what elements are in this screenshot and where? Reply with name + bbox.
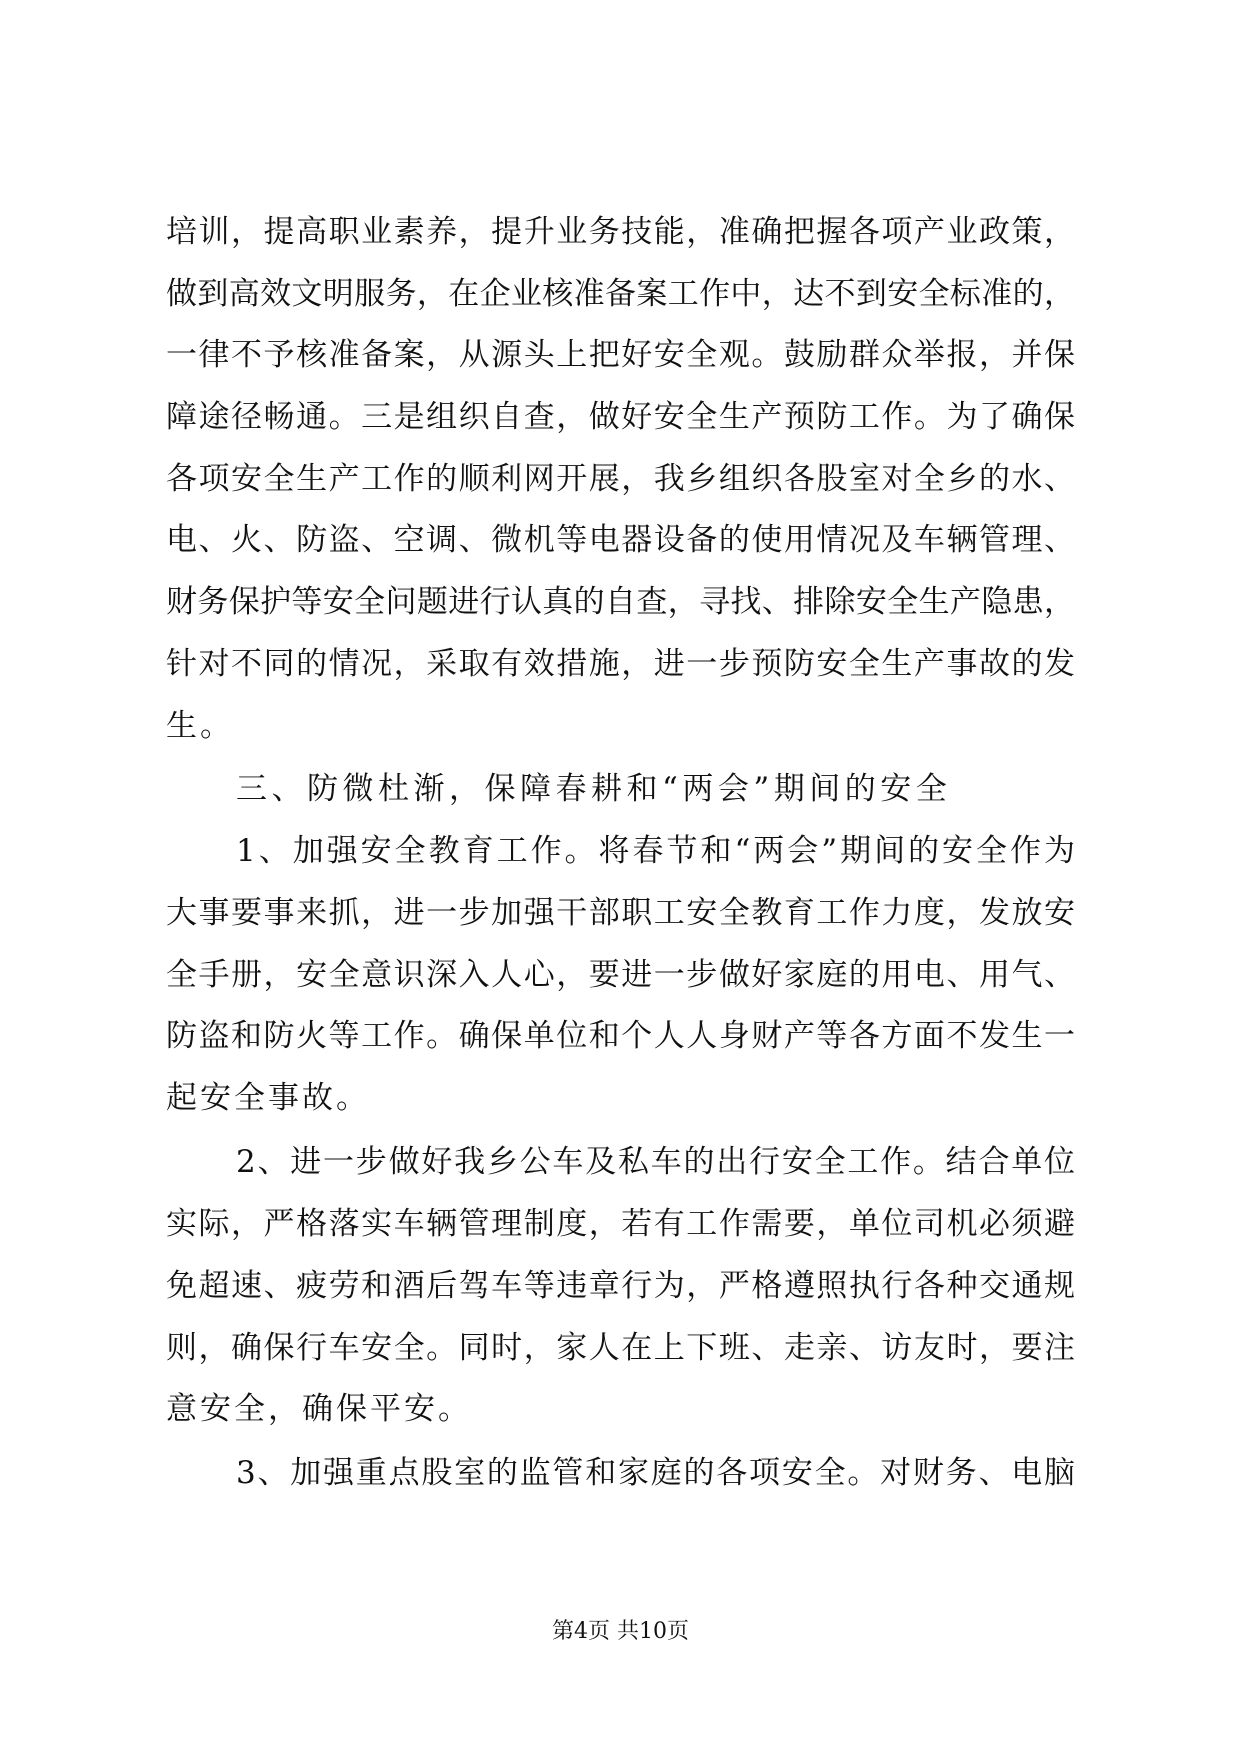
text-line: 免超速、疲劳和酒后驾车等违章行为，严格遵照执行各种交通规 [166,1268,1075,1304]
page-number-footer: 第4页 共10页 [552,1619,689,1644]
text-line: 3、加强重点股室的监管和家庭的各项安全。对财务、电脑 [236,1455,1075,1491]
text-line: 障途径畅通。三是组织自查，做好安全生产预防工作。为了确保 [166,399,1075,435]
text-line: 一律不予核准备案，从源头上把好安全观。鼓励群众举报，并保 [166,337,1075,373]
text-line: 全手册，安全意识深入人心，要进一步做好家庭的用电、用气、 [166,957,1075,993]
text-line: 培训，提高职业素养，提升业务技能，准确把握各项产业政策， [166,214,1075,250]
text-line: 针对不同的情况，采取有效措施，进一步预防安全生产事故的发 [166,646,1075,682]
text-line: 生。 [166,708,234,744]
text-line: 则，确保行车安全。同时，家人在上下班、走亲、访友时，要注 [166,1330,1075,1366]
text-line: 大事要事来抓，进一步加强干部职工安全教育工作力度，发放安 [166,895,1075,931]
text-line: 电、火、防盗、空调、微机等电器设备的使用情况及车辆管理、 [166,522,1075,558]
section-heading: 三、防微杜渐，保障春耕和“两会”期间的安全 [236,771,952,807]
text-line: 做到高效文明服务，在企业核准备案工作中，达不到安全标准的， [166,276,1075,312]
text-line: 起安全事故。 [166,1080,370,1116]
text-line: 1、加强安全教育工作。将春节和“两会”期间的安全作为 [236,833,1075,869]
text-line: 2、进一步做好我乡公车及私车的出行安全工作。结合单位 [236,1144,1075,1180]
text-line: 各项安全生产工作的顺利网开展，我乡组织各股室对全乡的水、 [166,461,1075,497]
text-line: 意安全，确保平安。 [166,1391,472,1427]
text-line: 财务保护等安全问题进行认真的自查，寻找、排除安全生产隐患， [166,584,1075,620]
text-line: 防盗和防火等工作。确保单位和个人人身财产等各方面不发生一 [166,1018,1075,1054]
text-line: 实际，严格落实车辆管理制度，若有工作需要，单位司机必须避 [166,1206,1075,1242]
